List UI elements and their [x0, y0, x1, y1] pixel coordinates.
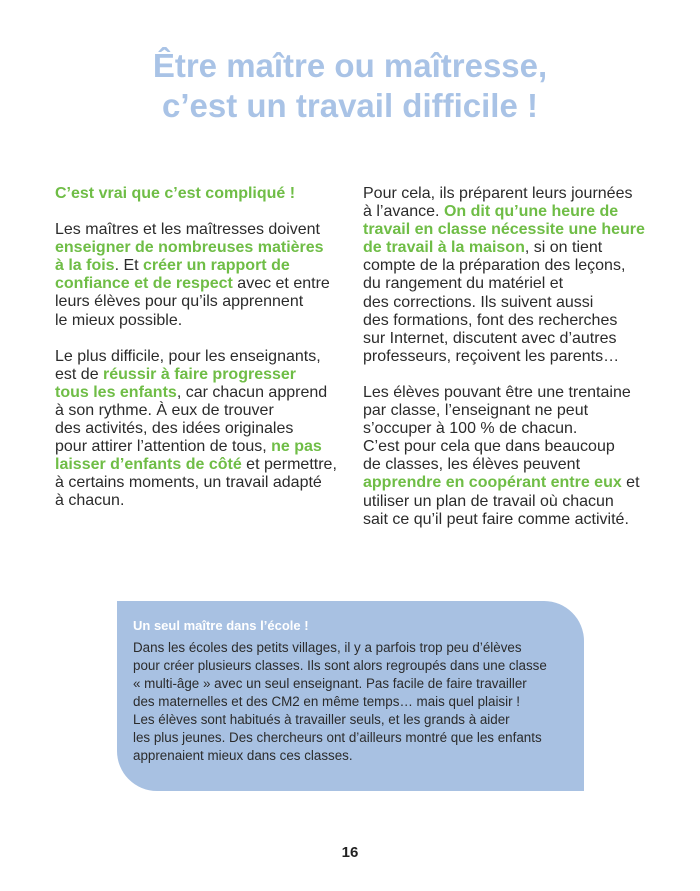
left-column	[55, 185, 340, 529]
text-line	[363, 257, 648, 275]
body-text: compte de la préparation des leçons,	[363, 257, 626, 275]
body-text: et	[621, 474, 640, 492]
body-text: Les élèves pouvant être une trentaine	[363, 383, 631, 401]
body-text: à l’avance.	[363, 203, 444, 221]
info-box-title: Un seul maître dans l’école !	[133, 618, 309, 633]
info-box-line: Dans les écoles des petits villages, il y a parfois trop peu d’élèves	[133, 640, 522, 655]
text-line	[363, 438, 648, 456]
text-line	[55, 420, 340, 438]
body-text: C’est pour cela que dans beaucoup	[363, 438, 615, 456]
highlight-text: On dit qu’une heure de	[443, 203, 619, 221]
text-line	[55, 293, 340, 311]
highlight-text: de travail à la maison	[363, 239, 525, 257]
body-text: leurs élèves pour qu’ils apprennent	[55, 293, 304, 311]
text-line	[55, 366, 340, 384]
highlight-text: ne pas	[271, 438, 322, 456]
right-paragraph-1	[363, 185, 648, 366]
text-line	[363, 420, 648, 438]
highlight-text: apprendre en coopérant entre eux	[363, 474, 622, 492]
text-line	[363, 456, 648, 474]
text-line	[363, 185, 648, 203]
body-text: . Et	[114, 257, 144, 275]
highlight-text: confiance et de respect	[55, 275, 233, 293]
text-line	[363, 312, 648, 330]
body-text: sur Internet, discutent avec d’autres	[363, 329, 617, 347]
highlight-text: enseigner de nombreuses matières	[55, 239, 324, 257]
text-line	[55, 456, 340, 474]
info-box	[117, 601, 584, 791]
body-text: , si on tient	[524, 239, 603, 257]
body-text: du rangement du matériel et	[363, 275, 564, 293]
left-paragraph-1	[55, 221, 340, 330]
text-line	[363, 330, 648, 348]
body-text: des formations, font des recherches	[363, 311, 618, 329]
body-text: utiliser un plan de travail où chacun	[363, 492, 614, 510]
highlight-text: réussir à faire progresser	[103, 365, 297, 383]
text-line	[55, 221, 340, 239]
highlight-text: travail en classe nécessite une heure	[363, 221, 645, 239]
body-text: de classes, les élèves peuvent	[363, 456, 581, 474]
info-box-line: Les élèves sont habitués à travailler seuls, et les grands à aider	[133, 712, 510, 727]
body-text: Pour cela, ils préparent leurs journées	[363, 185, 633, 202]
text-line	[55, 257, 340, 275]
text-line	[363, 511, 648, 529]
text-line	[55, 438, 340, 456]
text-line	[363, 239, 648, 257]
text-line	[363, 294, 648, 312]
text-line	[55, 402, 340, 420]
body-text: pour attirer l’attention de tous,	[55, 438, 272, 456]
info-box-line: « multi-âge » avec un seul enseignant. Pas facile de faire travailler	[133, 676, 527, 691]
left-paragraph-2	[55, 348, 340, 511]
body-text: à son rythme. À eux de trouver	[55, 401, 274, 419]
title-line-1: Être maître ou maîtresse,	[152, 47, 548, 84]
title-line-2: c’est un travail difficile !	[162, 87, 538, 124]
body-text: professeurs, reçoivent les parents…	[363, 347, 620, 365]
text-line	[363, 402, 648, 420]
page-title	[0, 46, 700, 126]
highlight-text: tous les enfants	[55, 383, 177, 401]
text-line	[363, 348, 648, 366]
body-text: par classe, l’enseignant ne peut	[363, 402, 589, 420]
text-line	[55, 239, 340, 257]
body-text: et permettre,	[241, 456, 337, 474]
info-box-line: des maternelles et des CM2 en même temps… mais quel plaisir !	[133, 694, 520, 709]
info-box-text	[133, 639, 547, 765]
highlight-text: à la fois	[55, 257, 115, 275]
left-heading: C’est vrai que c’est compliqué !	[55, 185, 296, 202]
info-box-line: apprenaient mieux dans ces classes.	[133, 748, 353, 763]
body-text: à chacun.	[55, 492, 125, 510]
body-text: à certains moments, un travail adapté	[55, 474, 322, 492]
info-box-line: pour créer plusieurs classes. Ils sont alors regroupés dans une classe	[133, 658, 547, 673]
right-paragraph-2	[363, 384, 648, 529]
text-line	[363, 474, 648, 492]
info-box-line: les plus jeunes. Des chercheurs ont d’ailleurs montré que les enfants	[133, 730, 542, 745]
text-line	[363, 384, 648, 402]
body-text: est de	[55, 365, 104, 383]
body-text: le mieux possible.	[55, 311, 183, 329]
text-line	[363, 221, 648, 239]
text-line	[55, 384, 340, 402]
text-line	[55, 474, 340, 492]
text-line	[55, 275, 340, 293]
body-text: Le plus difficile, pour les enseignants,	[55, 347, 321, 365]
text-line	[55, 312, 340, 330]
body-text: sait ce qu’il peut faire comme activité.	[363, 510, 629, 528]
text-line	[363, 203, 648, 221]
body-text: Les maîtres et les maîtresses doivent	[55, 221, 320, 239]
right-column	[363, 185, 648, 547]
text-line	[363, 493, 648, 511]
highlight-text: créer un rapport de	[143, 257, 290, 275]
body-text: avec et entre	[232, 275, 330, 293]
text-line	[55, 492, 340, 510]
highlight-text: laisser d’enfants de côté	[55, 456, 242, 474]
page-number: 16	[341, 844, 359, 861]
text-line	[363, 275, 648, 293]
body-text: , car chacun apprend	[176, 383, 328, 401]
body-text: des activités, des idées originales	[55, 420, 294, 438]
text-line	[55, 348, 340, 366]
body-text: s’occuper à 100 % de chacun.	[363, 420, 578, 438]
body-text: des corrections. Ils suivent aussi	[363, 293, 594, 311]
